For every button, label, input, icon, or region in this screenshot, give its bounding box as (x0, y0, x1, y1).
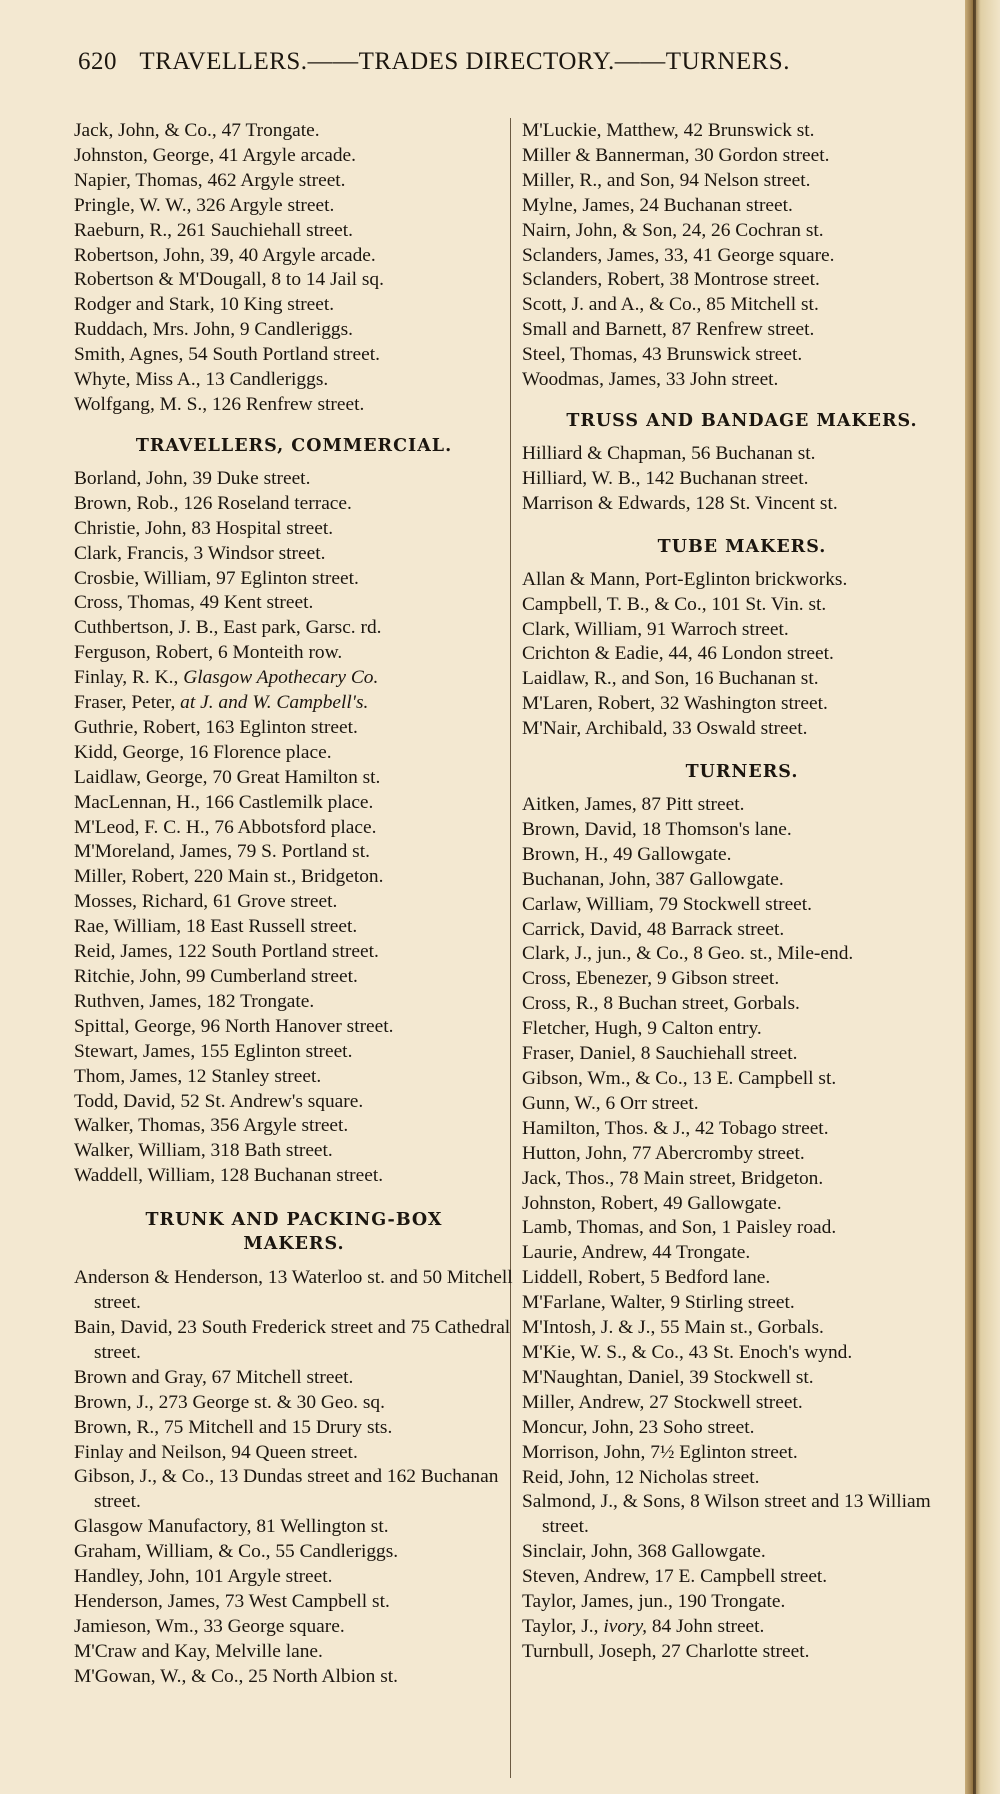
list-item: Kidd, George, 16 Florence place. (74, 741, 332, 763)
list-item: Crosbie, William, 97 Eglinton street. (74, 567, 359, 589)
travellers-list (74, 119, 514, 418)
list-item: Walker, Thomas, 356 Argyle street. (74, 1115, 349, 1137)
list-item: Robertson, John, 39, 40 Argyle arcade. (74, 244, 376, 266)
list-item: Brown, David, 18 Thomson's lane. (522, 818, 792, 840)
list-item: Rae, William, 18 East Russell street. (74, 916, 358, 938)
list-item: Napier, Thomas, 462 Argyle street. (74, 169, 346, 191)
left-column (74, 119, 514, 1690)
list-item: Bain, David, 23 South Frederick street and 75 Cathedral street. (74, 1316, 511, 1363)
binding-shadow (973, 0, 976, 1794)
entry-italic-trade: ivory, (603, 1615, 647, 1637)
list-item: Sclanders, Robert, 38 Montrose street. (522, 269, 820, 291)
list-item: Allan & Mann, Port-Eglinton brickworks. (522, 568, 848, 590)
list-item: Pringle, W. W., 326 Argyle street. (74, 194, 335, 216)
list-item: Ritchie, John, 99 Cumberland street. (74, 966, 358, 987)
header-left: TRAVELLERS. (139, 48, 308, 75)
heading-line: TRUNK AND PACKING-BOX (145, 1210, 443, 1231)
list-item: Fletcher, Hugh, 9 Calton entry. (522, 1018, 762, 1040)
list-item: Laurie, Andrew, 44 Trongate. (522, 1242, 751, 1264)
list-item: M'Intosh, J. & J., 55 Main st., Gorbals. (522, 1317, 824, 1339)
list-item: Cross, Thomas, 49 Kent street. (74, 592, 314, 614)
list-item: Carlaw, William, 79 Stockwell street. (522, 893, 813, 915)
list-item: M'Nair, Archibald, 33 Oswald street. (522, 718, 808, 740)
list-item: Thom, James, 12 Stanley street. (74, 1065, 322, 1087)
list-item: Clark, Francis, 3 Windsor street. (74, 542, 326, 564)
list-item: Miller, R., and Son, 94 Nelson street. (522, 169, 811, 191)
entry-name: Taylor, J., (522, 1615, 599, 1637)
list-item: Graham, William, & Co., 55 Candleriggs. (74, 1541, 399, 1563)
list-item: Liddell, Robert, 5 Bedford lane. (522, 1267, 771, 1289)
list-item: M'Craw and Kay, Melville lane. (74, 1640, 323, 1662)
list-item: Cuthbertson, J. B., East park, Garsc. rd. (74, 617, 382, 639)
list-item: Spittal, George, 96 North Hanover street. (74, 1015, 394, 1037)
section-heading-truss-makers: TRUSS AND BANDAGE MAKERS. (566, 410, 918, 431)
list-item: Reid, James, 122 South Portland street. (74, 941, 379, 963)
list-item: Raeburn, R., 261 Sauchiehall street. (74, 219, 353, 241)
list-item: Lamb, Thomas, and Son, 1 Paisley road. (522, 1217, 837, 1239)
list-item: Fraser, Daniel, 8 Sauchiehall street. (522, 1043, 798, 1065)
list-item: Ruddach, Mrs. John, 9 Candleriggs. (74, 319, 353, 341)
list-item: M'Farlane, Walter, 9 Stirling street. (522, 1292, 795, 1314)
list-item: Mylne, James, 24 Buchanan street. (522, 194, 793, 216)
list-item: M'Moreland, James, 79 S. Portland st. (74, 841, 370, 863)
list-item: Henderson, James, 73 West Campbell st. (74, 1590, 390, 1612)
list-item: Campbell, T. B., & Co., 101 St. Vin. st. (522, 593, 827, 615)
list-item: Sclanders, James, 33, 41 George square. (522, 244, 835, 266)
list-item: Scott, J. and A., & Co., 85 Mitchell st. (522, 294, 819, 316)
list-item: Gibson, J., & Co., 13 Dundas street and 162 Buchanan street. (74, 1466, 499, 1513)
list-item: Cross, Ebenezer, 9 Gibson street. (522, 968, 780, 990)
list-item: Brown, Rob., 126 Roseland terrace. (74, 492, 352, 514)
section-heading-turners: TURNERS. (685, 762, 799, 783)
list-item: Robertson & M'Dougall, 8 to 14 Jail sq. (74, 269, 384, 291)
list-item: Johnston, George, 41 Argyle arcade. (74, 144, 356, 166)
trunk-makers-list (74, 1266, 514, 1689)
list-item: Marrison & Edwards, 128 St. Vincent st. (522, 492, 838, 514)
travellers-commercial-list (74, 467, 514, 1189)
truss-makers-list (522, 442, 962, 517)
list-item: Walker, William, 318 Bath street. (74, 1140, 333, 1162)
header-rule: —— (307, 48, 359, 75)
list-item: Laidlaw, George, 70 Great Hamilton st. (74, 766, 381, 788)
list-item: M'Luckie, Matthew, 42 Brunswick st. (522, 120, 815, 141)
list-item: MacLennan, H., 166 Castlemilk place. (74, 791, 374, 813)
list-item: M'Leod, F. C. H., 76 Abbotsford place. (74, 816, 377, 838)
list-item: Guthrie, Robert, 163 Eglinton street. (74, 716, 358, 738)
list-item: Stewart, James, 155 Eglinton street. (74, 1040, 353, 1062)
list-item: Miller & Bannerman, 30 Gordon street. (522, 144, 830, 166)
list-item: Jack, John, & Co., 47 Trongate. (74, 120, 320, 141)
list-item: Wolfgang, M. S., 126 Renfrew street. (74, 393, 365, 415)
list-item: Hamilton, Thos. & J., 42 Tobago street. (522, 1117, 829, 1139)
list-item: Ruthven, James, 182 Trongate. (74, 990, 315, 1012)
list-item: M'Gowan, W., & Co., 25 North Albion st. (74, 1665, 398, 1687)
list-item (74, 691, 514, 716)
list-item (74, 666, 514, 691)
entry-italic-address: Glasgow Apothecary Co. (183, 667, 379, 689)
list-item: Whyte, Miss A., 13 Candleriggs. (74, 369, 329, 391)
entry-address: 84 John street. (651, 1615, 765, 1637)
list-item: Reid, John, 12 Nicholas street. (522, 1466, 760, 1488)
heading-line: MAKERS. (243, 1234, 345, 1255)
list-item: Woodmas, James, 33 John street. (522, 369, 779, 391)
list-item: Hilliard & Chapman, 56 Buchanan st. (522, 442, 816, 464)
list-item: Steel, Thomas, 43 Brunswick street. (522, 344, 803, 366)
list-item: Waddell, William, 128 Buchanan street. (74, 1165, 384, 1187)
list-item: Mosses, Richard, 61 Grove street. (74, 891, 338, 913)
list-item: Jamieson, Wm., 33 George square. (74, 1615, 345, 1637)
section-heading-travellers-commercial: TRAVELLERS, COMMERCIAL. (135, 435, 453, 456)
list-item: Brown, J., 273 George st. & 30 Geo. sq. (74, 1391, 385, 1413)
list-item: Miller, Robert, 220 Main st., Bridgeton. (74, 866, 384, 888)
list-item: Salmond, J., & Sons, 8 Wilson street and 13 William street. (522, 1491, 931, 1538)
turners-list (522, 793, 962, 1665)
list-item: Christie, John, 83 Hospital street. (74, 517, 334, 539)
list-item: Crichton & Eadie, 44, 46 London street. (522, 643, 834, 665)
list-item: Borland, John, 39 Duke street. (74, 467, 311, 489)
list-item: Aitken, James, 87 Pitt street. (522, 794, 745, 816)
list-item: Smith, Agnes, 54 South Portland street. (74, 344, 380, 366)
list-item: Nairn, John, & Son, 24, 26 Cochran st. (522, 219, 824, 241)
header-right: TURNERS. (665, 48, 790, 75)
list-item: M'Laren, Robert, 32 Washington street. (522, 693, 828, 715)
list-item: Taylor, James, jun., 190 Trongate. (522, 1591, 786, 1613)
page-header (78, 48, 938, 88)
list-item: Clark, J., jun., & Co., 8 Geo. st., Mile-end. (522, 943, 854, 965)
entry-italic-address: at J. and W. Campbell's. (180, 692, 369, 714)
list-item: Johnston, Robert, 49 Gallowgate. (522, 1192, 782, 1214)
list-item: Gibson, Wm., & Co., 13 E. Campbell st. (522, 1068, 837, 1089)
list-item: Clark, William, 91 Warroch street. (522, 618, 789, 640)
list-item: Cross, R., 8 Buchan street, Gorbals. (522, 993, 800, 1015)
list-item: Sinclair, John, 368 Gallowgate. (522, 1541, 766, 1563)
list-item: Hutton, John, 77 Abercromby street. (522, 1142, 805, 1164)
list-item: Brown, R., 75 Mitchell and 15 Drury sts. (74, 1416, 393, 1438)
header-center: TRADES DIRECTORY. (358, 48, 615, 75)
list-item: Gunn, W., 6 Orr street. (522, 1092, 699, 1114)
list-item: Moncur, John, 23 Soho street. (522, 1416, 755, 1438)
list-item: Miller, Andrew, 27 Stockwell street. (522, 1391, 803, 1413)
section-heading-trunk-makers (74, 1208, 514, 1256)
right-column (522, 119, 962, 1665)
entry-name: Finlay, R. K., (74, 667, 179, 689)
list-item: Morrison, John, 7½ Eglinton street. (522, 1441, 798, 1463)
list-item: Steven, Andrew, 17 E. Campbell street. (522, 1566, 828, 1588)
list-item: Small and Barnett, 87 Renfrew street. (522, 319, 815, 341)
list-item: Ferguson, Robert, 6 Monteith row. (74, 642, 343, 664)
list-item: Turnbull, Joseph, 27 Charlotte street. (522, 1640, 810, 1662)
list-item: Glasgow Manufactory, 81 Wellington st. (74, 1516, 389, 1538)
list-item: Finlay and Neilson, 94 Queen street. (74, 1441, 358, 1463)
list-item: Brown and Gray, 67 Mitchell street. (74, 1366, 354, 1388)
book-binding-edge (965, 0, 1000, 1794)
list-item: Buchanan, John, 387 Gallowgate. (522, 868, 784, 890)
list-item: Todd, David, 52 St. Andrew's square. (74, 1090, 364, 1112)
list-item (522, 1615, 962, 1640)
list-item: Laidlaw, R., and Son, 16 Buchanan st. (522, 668, 819, 690)
list-item: Hilliard, W. B., 142 Buchanan street. (522, 467, 809, 489)
entry-name: Fraser, Peter, (74, 692, 176, 714)
section-heading-tube-makers: TUBE MAKERS. (657, 536, 827, 557)
header-rule: —— (614, 48, 666, 75)
list-item: Handley, John, 101 Argyle street. (74, 1566, 333, 1588)
tube-makers-list (522, 568, 962, 742)
list-item: Rodger and Stark, 10 King street. (74, 294, 335, 316)
list-item: Carrick, David, 48 Barrack street. (522, 918, 785, 940)
page-number: 620 (78, 48, 117, 75)
list-item: Brown, H., 49 Gallowgate. (522, 843, 732, 865)
list-item: M'Naughtan, Daniel, 39 Stockwell st. (522, 1366, 814, 1388)
list-item: Jack, Thos., 78 Main street, Bridgeton. (522, 1167, 824, 1189)
list-item: M'Kie, W. S., & Co., 43 St. Enoch's wynd. (522, 1341, 853, 1363)
list-item: Anderson & Henderson, 13 Waterloo st. and 50 Mitchell street. (74, 1267, 513, 1314)
travellers-continued-list (522, 119, 962, 393)
